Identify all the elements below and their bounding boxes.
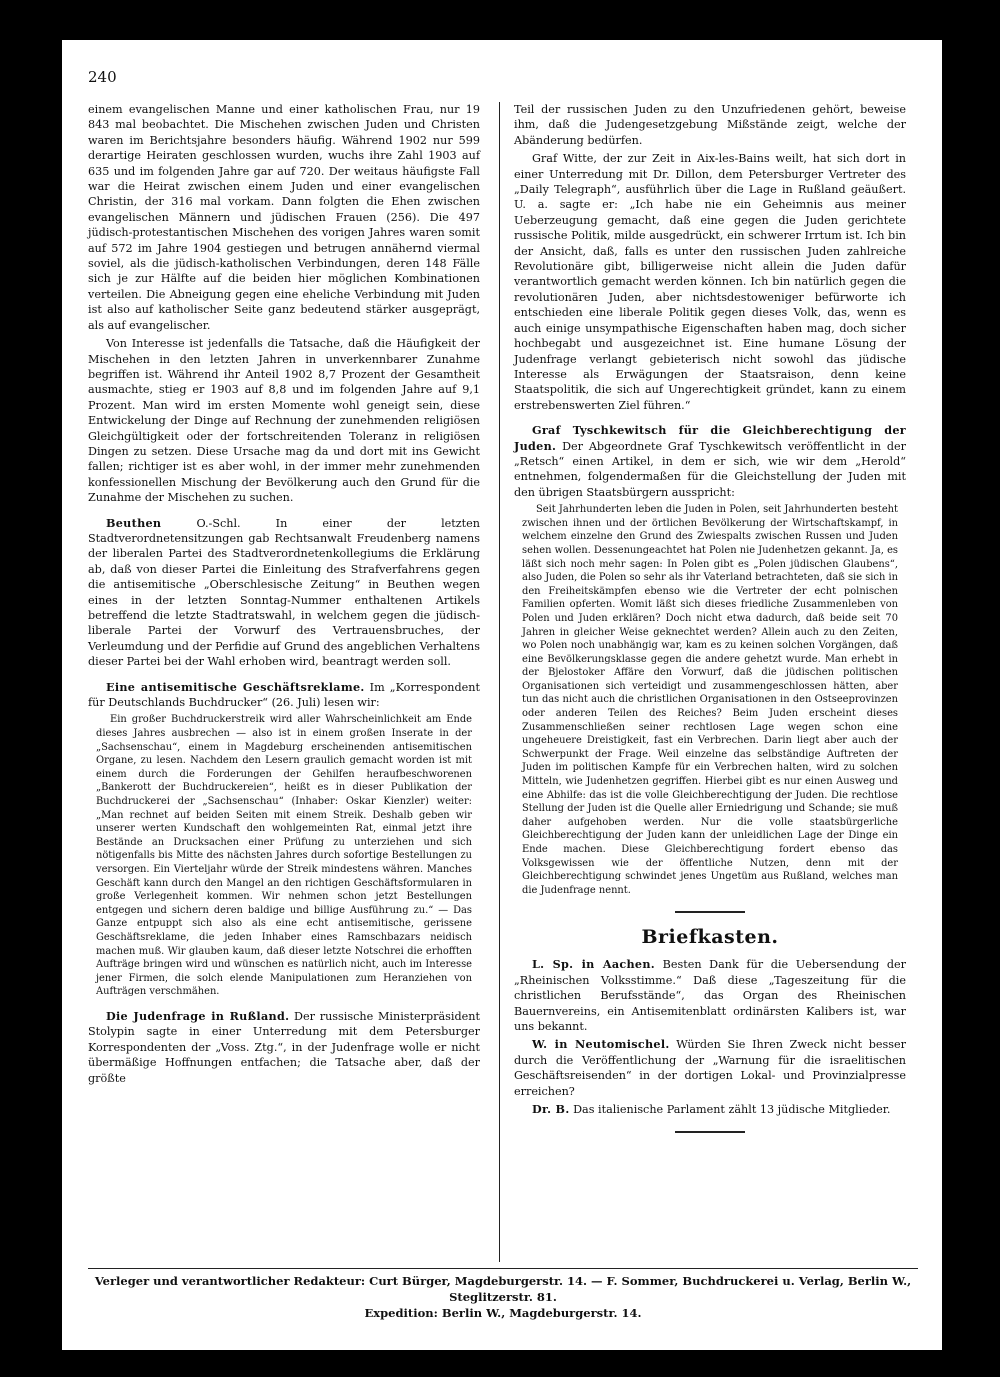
right-column — [514, 102, 906, 1145]
imprint-line-2: Expedition: Berlin W., Magdeburgerstr. 14. — [364, 1306, 642, 1320]
tyschkewitsch-text: Der Abgeordnete Graf Tyschkewitsch veröffentlicht in der „Retsch“ einen Artikel, in dem er sich, wie wir dem „Herold“ entnehmen, folgendermaßen für die Gleichstellung der Juden mit den übrigen Staatsbürgern ausspricht: — [514, 439, 906, 499]
imprint-line-1: Verleger und verantwortlicher Redakteur: Curt Bürger, Magdeburgerstr. 14. — F. Sommer, Buchdruckerei u. Verlag, Berlin W., Steglitzerstr. 81. — [94, 1274, 912, 1304]
tyschkewitsch-quote-text: Seit Jahrhunderten leben die Juden in Polen, seit Jahrhunderten besteht zwischen ihnen und der örtlichen Bevölkerung der Wirtschaftskampf, in welchem einzelne den Grund des Zwiespalts zwischen Russen und Juden sehen wollen. Dessenungeachtet hat Polen nie Judenhetzen gekannt. Ja, es läßt sich noch mehr sagen: In Polen gibt es „Polen jüdischen Glaubens“, also Juden, die Polen so sehr als ihr Vaterland betrachteten, daß sie sich in den Freiheitskämpfen ebenso wie die Vertreter der echt polnischen Familien opferten. Womit läßt sich dieses friedliche Zusammenleben von Polen und Juden erklären? Doch nicht etwa dadurch, daß beide seit 70 Jahren in gleicher Weise geknechtet werden? Allein auch zu den Zeiten, wo Polen noch unabhängig war, kam es zu keinen solchen Vorgängen, daß eine Bevölkerungsklasse gegen die andere gehetzt wurde. Man erhebt in der Bjelostoker Affäre den Vorwurf, daß die jüdischen politischen Organisationen sich verteidigt und zusammengeschlossen hätten, aber tun das nicht auch die christlichen Organisationen in den Ostseeprovinzen oder anderen Teilen des Reiches? Beim Juden erscheint dieses Zusammenschließen seiner rechtlosen Lage wegen schon eine ungeheuere Dreistigkeit, fast ein Verbrechen. Darin liegt aber auch der Schwerpunkt der Frage. Weil einzelne das selbständige Auftreten der Juden im politischen Kampfe für ein Verbrechen halten, wird zu solchen Mitteln, wie Judenhetzen gegriffen. Hierbei gibt es nur einen Ausweg und eine Abhilfe: das ist die volle Gleichberechtigung der Juden. Die rechtlose Stellung der Juden ist die Quelle aller Erniedrigung und Schande; sie muß daher aufgehoben werden. Nur die volle staatsbürgerliche Gleichberechtigung der Juden kann der unleidlichen Lage der Dinge ein Ende machen. Diese Gleichberechtigung fordert ebenso das Volksgewissen wie der öffentliche Nutzen, denn mit der Gleichberechtigung schwindet jenes Ungetüm aus Rußland, welches man die Judenfrage nennt. — [522, 504, 898, 896]
briefkasten-entry-1-heading: L. Sp. in Aachen. — [532, 957, 655, 972]
section-divider — [675, 911, 745, 913]
footer-rule — [88, 1268, 918, 1269]
article-mischehen-part1: einem evangelischen Manne und einer katholischen Frau, nur 19 843 mal beobachtet. Die Mischehen zwischen Juden und Christen waren im Berichtsjahre besonders häufig. Während 1902 nur 599 derartige Heiraten geschlossen wurden, wuchs ihre Zahl 1903 auf 635 und im folgenden Jahre gar auf 720. Der weitaus häufigste Fall war die Heirat zwischen einem Juden und einer evangelischen Christin, der 316 mal vorkam. Dann folgten die Ehen zwischen evangelischen Männern und jüdischen Frauen (256). Die 497 jüdisch-protestantischen Mischehen des vorigen Jahres waren somit auf 572 im Jahre 1904 gestiegen und betrugen annähernd viermal soviel, als die jüdisch-katholischen Verbindungen, deren 148 Fälle sich je zur Hälfte auf die beiden hier möglichen Kombinationen verteilen. Die Abneigung gegen eine eheliche Verbindung mit Juden ist also auf katholischer Seite ganz bedeutend stärker ausgeprägt, als auf evangelischer. — [88, 103, 480, 332]
article-judenfrage-russland — [88, 1009, 480, 1086]
beuthen-text: O.-Schl. In einer der letzten Stadtverordnetensitzungen gab Rechtsanwalt Freudenberg namens der liberalen Partei des Stadtverordnetenkollegiums die Erklärung ab, daß von dieser Partei die Einleitung des Strafverfahrens gegen die antisemitische „Oberschlesische Zeitung“ in Beuthen wegen eines in der letzten Sonntag-Nummer enthaltenen Artikels betreffend die letzte Stadtratswahl, in welchem gegen die jüdisch-liberale Partei der Vorwurf des Vertrauensbruches, der Verleumdung und der Perfidie auf Grund des angeblichen Verhaltens dieser Partei bei der Wahl erhoben wird, beantragt werden soll. — [88, 516, 480, 669]
imprint-footer — [88, 1273, 918, 1321]
reklame-heading: Eine antisemitische Geschäftsreklame. — [106, 679, 365, 694]
article-beuthen — [88, 516, 480, 670]
article-mischehen-part2: Von Interesse ist jedenfalls die Tatsache, daß die Häufigkeit der Mischehen in den letzten Jahren in unverkennbarer Zunahme begriffen ist. Während ihr Anteil 1902 8,7 Prozent der Gesamtheit ausmachte, stieg er 1903 auf 8,8 und im folgenden Jahre auf 9,1 Prozent. Man wird im ersten Momente wohl geneigt sein, diese Entwickelung der Dinge auf Rechnung der zunehmenden religiösen Gleichgültigkeit oder der fortschreitenden Toleranz in religiösen Dingen zu setzen. Diese Ursache mag da und dort mit ins Gewicht fallen; richtiger ist es aber wohl, in der immer mehr zunehmenden konfessionellen Mischung der Bevölkerung auch den Grund für die Zunahme der Mischehen zu suchen. — [88, 337, 480, 505]
page-number: 240 — [88, 68, 117, 86]
russland-continued: Teil der russischen Juden zu den Unzufriedenen gehört, beweise ihm, daß die Judengesetzgebung Mißstände zeigt, welche der Abänderung bedürfen. — [514, 103, 906, 147]
witte-paragraph: Graf Witte, der zur Zeit in Aix-les-Bains weilt, hat sich dort in einer Unterredung mit Dr. Dillon, dem Petersburger Vertreter des „Daily Telegraph“, ausführlich über die Lage in Rußland geäußert. U. a. sagte er: „Ich habe nie ein Geheimnis aus meiner Ueberzeugung gemacht, daß eine gegen die Juden gerichtete russische Politik, milde ausgedrückt, ein schwerer Irrtum ist. Ich bin der Ansicht, daß, falls es unter den russischen Juden zahlreiche Revolutionäre gibt, billigerweise nicht allein die Juden dafür verantwortlich gemacht werden können. Ich bin natürlich gegen die revolutionären Juden, aber nichtsdestoweniger befürworte ich entschieden eine liberale Politik gegen dieses Volk, das, wenn es auch einige unsympathische Eigenschaften haben mag, doch sicher hochbegabt und ausgezeichnet ist. Eine humane Lösung der Judenfrage verlangt gebieterisch nicht sowohl das jüdische Interesse als Erwägungen der Staatsraison, denn keine Staatspolitik, die sich auf Ungerechtigkeit gründet, kann zu einem erstrebenswerten Ziel führen.“ — [514, 152, 906, 412]
tyschkewitsch-heading: Graf Tyschkewitsch für die Gleichberechtigung der Juden. — [514, 423, 906, 453]
newspaper-page — [62, 40, 942, 1350]
column-divider — [499, 102, 500, 1262]
briefkasten-entry-1 — [514, 957, 906, 1034]
reklame-quote — [96, 713, 472, 998]
tyschkewitsch-quote — [522, 503, 898, 897]
reklame-quote-text: Ein großer Buchdruckerstreik wird aller Wahrscheinlichkeit am Ende dieses Jahres ausbrechen — also ist in einem großen Inserate in der „Sachsenschau“, einem in Magdeburg erscheinenden antisemitischen Organe, zu lesen. Nachdem den Lesern graulich gemacht worden ist mit einem durch die Forderungen der Gehilfen heraufbeschworenen „Bankerott der Buchdruckereien“, heißt es in dieser Publikation der Buchdruckerei der „Sachsenschau“ (Inhaber: Oskar Kienzler) weiter: „Man rechnet auf beiden Seiten mit einem Streik. Deshalb geben wir unserer werten Kundschaft den wohlgemeinten Rat, einmal jetzt ihre Bestände an Drucksachen einer Prüfung zu unterziehen und sich nötigenfalls bis Mitte des nächsten Jahres durch sofortige Bestellungen zu versorgen. Ein Vierteljahr würde der Streik mindestens währen. Manches Geschäft kann durch den Mangel an den richtigen Geschäftsformularen in große Verlegenheit kommen. Wir nehmen schon jetzt Bestellungen entgegen und sichern deren baldige und billige Ausführung zu.“ — Das Ganze entpuppt sich also als eine echt antisemitische, gerissene Geschäftsreklame, die jeden Inhaber eines Ramschbazars neidisch machen muß. Wir glauben kaum, daß dieser letzte Notschrei die erhofften Aufträge bringen wird und wünschen es natürlich nicht, auch im Interesse jener Firmen, die solch elende Manipulationen zum Heranziehen von Aufträgen verschmähen. — [96, 714, 472, 998]
reklame-text: Im „Korrespondent für Deutschlands Buchdrucker“ (26. Juli) lesen wir: — [88, 680, 480, 710]
beuthen-heading: Beuthen — [106, 515, 162, 530]
end-divider — [675, 1131, 745, 1133]
russland-text: Der russische Ministerpräsident Stolypin sagte in einer Unterredung mit dem Petersburger Korrespondenten der „Voss. Ztg.“, in der Judenfrage wolle er nicht übermäßige Hoffnungen entfachen; die Tatsache aber, daß der größte — [88, 1009, 480, 1085]
russland-heading: Die Judenfrage in Rußland. — [106, 1008, 290, 1023]
briefkasten-entry-2 — [514, 1037, 906, 1099]
article-geschaeftsreklame — [88, 680, 480, 999]
left-column — [88, 102, 480, 1089]
briefkasten-entry-3 — [514, 1102, 906, 1117]
briefkasten-entry-2-heading: W. in Neutomischel. — [532, 1037, 670, 1052]
briefkasten-entry-3-text: Das italienische Parlament zählt 13 jüdische Mitglieder. — [573, 1103, 891, 1117]
briefkasten-entry-2-text: Würden Sie Ihren Zweck nicht besser durch die Veröffentlichung der „Warnung für die israelitischen Geschäftsreisenden“ in der dortigen Lokal- und Provinzialpresse erreichen? — [514, 1038, 907, 1098]
briefkasten-title: Briefkasten. — [641, 926, 779, 949]
briefkasten-entry-3-heading: Dr. B. — [532, 1102, 570, 1117]
article-tyschkewitsch — [514, 423, 906, 897]
briefkasten-entry-1-text: Besten Dank für die Uebersendung der „Rheinischen Volksstimme.“ Daß diese „Tageszeitung für die christlichen Berufsstände“, das Organ des Rheinischen Bauernvereins, ein Antisemitenblatt ordinärsten Kalibers ist, war uns bekannt. — [514, 958, 906, 1033]
